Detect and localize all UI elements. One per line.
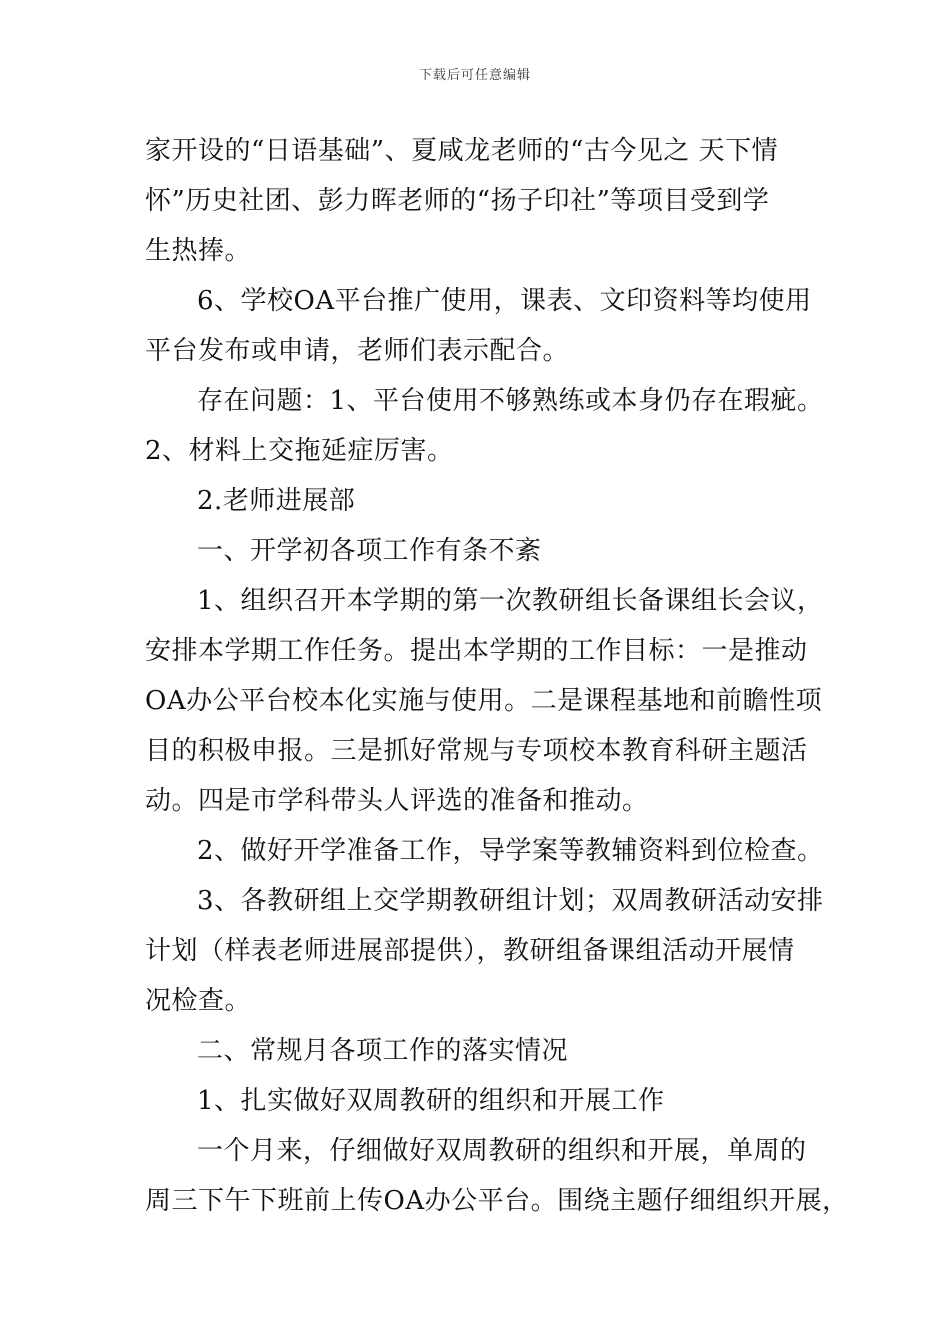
text-line: 1、扎实做好双周教研的组织和开展工作 bbox=[197, 1086, 665, 1116]
text-line: OA办公平台校本化实施与使用。二是课程基地和前瞻性项 bbox=[145, 686, 823, 716]
text-line: 况检查。 bbox=[145, 986, 252, 1016]
section-heading bbox=[145, 526, 813, 576]
text-line: 6、学校OA平台推广使用，课表、文印资料等均使用 bbox=[197, 286, 812, 316]
paragraph bbox=[145, 1126, 849, 1226]
text-line: 目的积极申报。三是抓好常规与专项校本教育科研主题活 bbox=[145, 736, 808, 766]
paragraph bbox=[145, 876, 824, 1026]
text-line: 周三下午下班前上传OA办公平台。围绕主题仔细组织开展， bbox=[145, 1186, 849, 1216]
text-line: 二、常规月各项工作的落实情况 bbox=[197, 1036, 569, 1066]
text-line: 2、材料上交拖延症厉害。 bbox=[145, 436, 454, 466]
subsection-heading bbox=[145, 1076, 813, 1126]
section-heading bbox=[145, 1026, 813, 1076]
text-line: 一、开学初各项工作有条不紊 bbox=[197, 536, 542, 566]
paragraph bbox=[145, 826, 824, 876]
text-line: 3、各教研组上交学期教研组计划；双周教研活动安排 bbox=[197, 886, 824, 916]
text-line: 动。四是市学科带头人评选的准备和推动。 bbox=[145, 786, 649, 816]
paragraph bbox=[145, 126, 813, 276]
paragraph bbox=[145, 376, 824, 476]
text-line: 生热捧。 bbox=[145, 236, 252, 266]
text-line: 平台发布或申请，老师们表示配合。 bbox=[145, 336, 570, 366]
text-line: 安排本学期工作任务。提出本学期的工作目标：一是推动 bbox=[145, 636, 808, 666]
text-line: 家开设的“日语基础”、夏咸龙老师的“古今见之 天下情 bbox=[145, 136, 779, 166]
text-line: 一个月来，仔细做好双周教研的组织和开展，单周的 bbox=[197, 1136, 807, 1166]
text-line: 怀”历史社团、彭力晖老师的“扬子印社”等项目受到学 bbox=[145, 186, 770, 216]
document-body bbox=[145, 126, 849, 1226]
section-heading bbox=[145, 476, 813, 526]
text-line: 计划（样表老师进展部提供），教研组备课组活动开展情 bbox=[145, 936, 795, 966]
paragraph bbox=[145, 276, 813, 376]
text-line: 1、组织召开本学期的第一次教研组长备课组长会议， bbox=[197, 586, 824, 616]
text-line: 2、做好开学准备工作，导学案等教辅资料到位检查。 bbox=[197, 836, 824, 866]
text-line: 2.老师进展部 bbox=[197, 486, 356, 516]
page-header: 下载后可任意编辑 bbox=[418, 68, 531, 83]
text-line: 存在问题：1、平台使用不够熟练或本身仍存在瑕疵。 bbox=[197, 386, 824, 416]
paragraph bbox=[145, 576, 824, 826]
